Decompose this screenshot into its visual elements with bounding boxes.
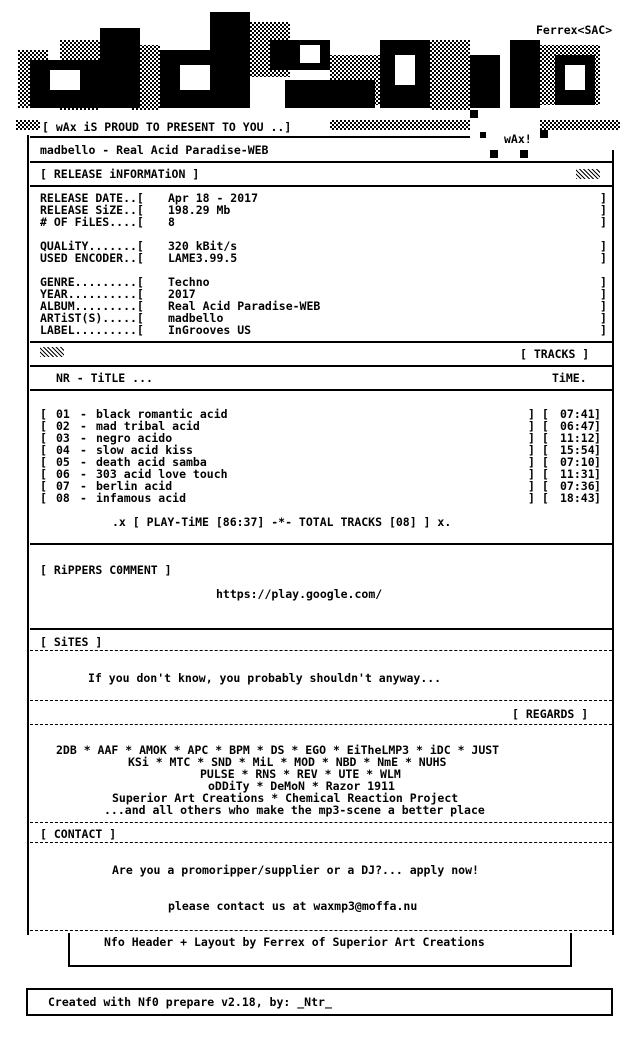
contact-line-1: Are you a promoripper/supplier or a DJ?... apply now!: [112, 863, 479, 877]
track-nr: 02: [56, 419, 70, 433]
divider: [30, 822, 612, 823]
track-nr: 07: [56, 479, 70, 493]
info-value: 320 kBit/s: [168, 239, 238, 253]
divider: [30, 161, 612, 163]
regards-heading: [ REGARDS ]: [512, 707, 589, 721]
track-title: infamous acid: [96, 491, 187, 505]
hatch-decoration: [40, 347, 64, 357]
track-time: 07:36: [560, 479, 595, 493]
info-value: madbello: [168, 311, 224, 325]
layout-credit: Nfo Header + Layout by Ferrex of Superior Art Creations: [104, 935, 485, 949]
info-value: Techno: [168, 275, 210, 289]
release-name: madbello - Real Acid Paradise-WEB: [40, 143, 269, 157]
track-nr: 04: [56, 443, 70, 457]
track-title: berlin acid: [96, 479, 173, 493]
rippers-comment-heading: [ RiPPERS C0MMENT ]: [40, 563, 172, 577]
regards-line: 2DB * AAF * AMOK * APC * BPM * DS * EGO * EiTheLMP3 * iDC * JUST: [56, 743, 500, 757]
info-value: Apr 18 - 2017: [168, 191, 259, 205]
frame-right: [612, 150, 614, 935]
contact-heading: [ CONTACT ]: [40, 827, 117, 841]
info-label: RELEASE SiZE..[: [40, 203, 144, 217]
contact-email: please contact us at waxmp3@moffa.nu: [168, 899, 418, 913]
track-nr: 06: [56, 467, 70, 481]
track-time: 11:31: [560, 467, 595, 481]
track-time: 06:47: [560, 419, 595, 433]
info-label: ARTiST(S).....[: [40, 311, 144, 325]
regards-line: PULSE * RNS * REV * UTE * WLM: [200, 767, 401, 781]
regards-line: Superior Art Creations * Chemical Reaction Project: [112, 791, 459, 805]
info-value: 2017: [168, 287, 196, 301]
rippers-comment-text: https://play.google.com/: [216, 587, 383, 601]
divider: [30, 724, 612, 725]
present-line: [ wAx iS PROUD TO PRESENT TO YOU ..]: [42, 120, 292, 134]
info-label: RELEASE DATE..[: [40, 191, 144, 205]
track-time: 07:41: [560, 407, 595, 421]
divider: [30, 842, 612, 843]
info-label: ALBUM.........[: [40, 299, 144, 313]
track-time: 07:10: [560, 455, 595, 469]
info-label: YEAR..........[: [40, 287, 144, 301]
track-time: 18:43: [560, 491, 595, 505]
divider: [30, 930, 612, 931]
track-nr: 01: [56, 407, 70, 421]
divider: [30, 136, 470, 138]
divider: [30, 185, 612, 187]
track-title: negro acido: [96, 431, 173, 445]
info-label: # OF FiLES....[: [40, 215, 144, 229]
artist-tag: Ferrex<SAC>: [536, 23, 613, 37]
track-title: mad tribal acid: [96, 419, 200, 433]
track-title: 303 acid love touch: [96, 467, 228, 481]
sites-heading: [ SiTES ]: [40, 635, 103, 649]
info-value: Real Acid Paradise-WEB: [168, 299, 321, 313]
divider: [30, 628, 612, 630]
group-tag: wAx!: [504, 132, 532, 146]
tracks-summary: .x [ PLAY-TiME [86:37] -*- TOTAL TRACKS [08] ] x.: [112, 515, 452, 529]
regards-line: ...and all others who make the mp3-scene a better place: [104, 803, 485, 817]
info-label: QUALiTY.......[: [40, 239, 144, 253]
info-value: LAME3.99.5: [168, 251, 238, 265]
tracks-col-time: TiME.: [552, 371, 587, 385]
regards-line: KSi * MTC * SND * MiL * MOD * NBD * NmE * NUHS: [128, 755, 447, 769]
info-label: LABEL.........[: [40, 323, 144, 337]
track-time: 15:54: [560, 443, 595, 457]
info-value: 198.29 Mb: [168, 203, 231, 217]
track-time: 11:12: [560, 431, 595, 445]
regards-line: oDDiTy * DeMoN * Razor 1911: [208, 779, 395, 793]
divider: [30, 700, 612, 701]
divider: [30, 341, 612, 343]
track-title: death acid samba: [96, 455, 207, 469]
created-with-text: Created with Nf0 prepare v2.18, by: _Ntr_: [48, 995, 332, 1009]
track-nr: 05: [56, 455, 70, 469]
frame-left: [27, 135, 29, 935]
track-title: slow acid kiss: [96, 443, 193, 457]
info-value: 8: [168, 215, 175, 229]
track-nr: 03: [56, 431, 70, 445]
divider: [30, 389, 612, 391]
divider: [30, 650, 612, 651]
track-title: black romantic acid: [96, 407, 228, 421]
hatch-decoration: [576, 169, 600, 179]
info-label: GENRE.........[: [40, 275, 144, 289]
tracks-col-title: NR - TiTLE ...: [56, 371, 153, 385]
track-nr: 08: [56, 491, 70, 505]
tracks-heading: [ TRACKS ]: [520, 347, 590, 361]
divider: [30, 543, 612, 545]
release-info-heading: [ RELEASE iNFORMATiON ]: [40, 167, 200, 181]
info-value: InGrooves US: [168, 323, 252, 337]
info-label: USED ENCODER..[: [40, 251, 144, 265]
sites-text: If you don't know, you probably shouldn't anyway...: [88, 671, 442, 685]
divider: [30, 365, 612, 367]
